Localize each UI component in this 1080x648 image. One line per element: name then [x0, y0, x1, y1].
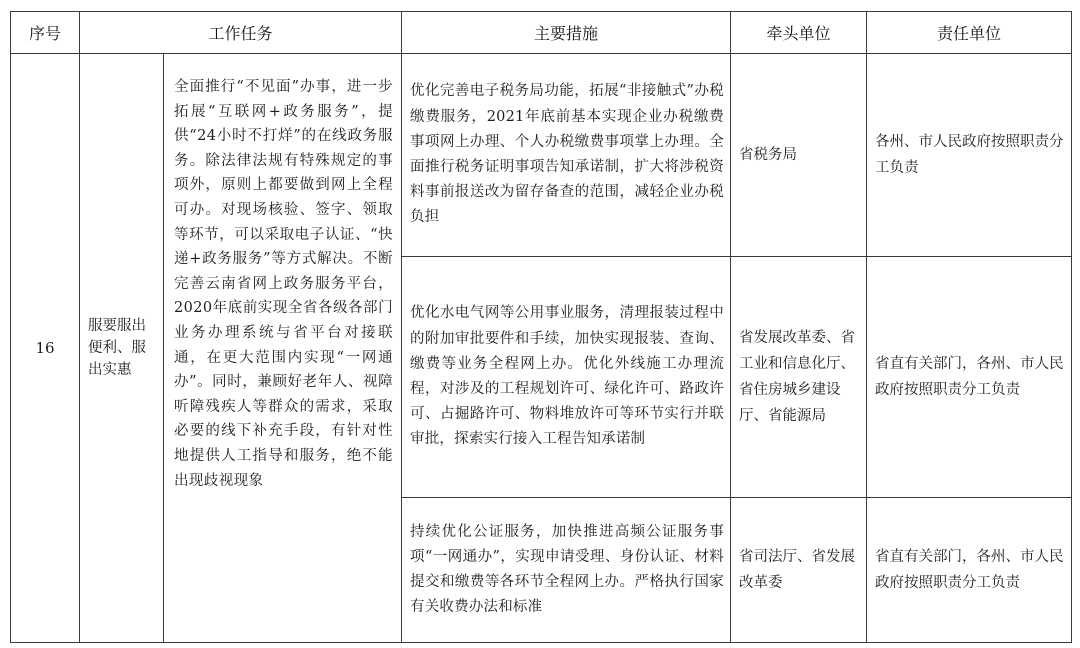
header-lead-unit: 牵头单位 [731, 12, 867, 54]
header-task: 工作任务 [80, 12, 402, 54]
measure-text: 优化完善电子税务局功能，拓展“非接触式”办税缴费服务，2021年底前基本实现企业办税缴费事项网上办理、个人办税缴费事项掌上办理。全面推行税务证明事项告知承诺制，扩大将涉税资料事前报送改为留存备查的范围，减轻企业办税负担 [402, 54, 731, 257]
lead-unit: 省税务局 [731, 54, 867, 257]
task-description: 全面推行“不见面”办事，进一步拓展“互联网+政务服务”，提供“24小时不打烊”的在线政务服务。除法律法规有特殊规定的事项外，原则上都要做到网上全程可办。对现场核验、签字、领取等环节，可以采取电子认证、“快递+政务服务”等方式解决。不断完善云南省网上政务服务平台，2020年底前实现全省各级各部门业务办理系统与省平台对接联通，在更大范围内实现“一网通办”。同时，兼顾好老年人、视障听障残疾人等群众的需求，采取必要的线下补充手段，有针对性地提供人工指导和服务，绝不能出现歧视现象 [164, 54, 402, 643]
header-row [11, 12, 1072, 54]
measure-row [11, 54, 1072, 257]
header-number: 序号 [11, 12, 80, 54]
measure-text: 优化水电气网等公用事业服务，清理报装过程中的附加审批要件和手续，加快实现报装、查询、缴费等业务全程网上办。优化外线施工办理流程，对涉及的工程规划许可、绿化许可、路政许可、占掘路许可、物料堆放许可等环节实行并联审批，探索实行接入工程告知承诺制 [402, 257, 731, 498]
measure-text: 持续优化公证服务，加快推进高频公证服务事项“一网通办”，实现申请受理、身份认证、材料提交和缴费等各环节全程网上办。严格执行国家有关收费办法和标准 [402, 498, 731, 643]
responsible-unit: 省直有关部门，各州、市人民政府按照职责分工负责 [867, 257, 1072, 498]
responsible-unit: 各州、市人民政府按照职责分工负责 [867, 54, 1072, 257]
header-measures: 主要措施 [402, 12, 731, 54]
header-responsible-unit: 责任单位 [867, 12, 1072, 54]
row-number: 16 [11, 54, 80, 643]
lead-unit: 省司法厅、省发展改革委 [731, 498, 867, 643]
task-category: 服要服出便利、服出实惠 [80, 54, 164, 643]
lead-unit: 省发展改革委、省工业和信息化厅、省住房城乡建设厅、省能源局 [731, 257, 867, 498]
task-table [10, 11, 1072, 643]
responsible-unit: 省直有关部门，各州、市人民政府按照职责分工负责 [867, 498, 1072, 643]
